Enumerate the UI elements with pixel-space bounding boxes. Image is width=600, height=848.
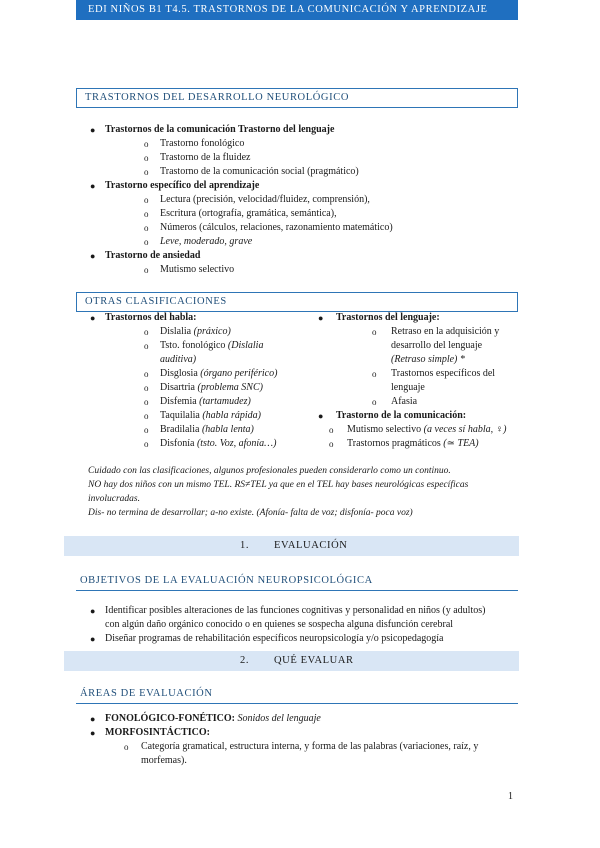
note-line: Cuidado con las clasificaciones, algunos profesionales pueden considerarlo como un continuo. (88, 466, 451, 476)
habla-item: Dislalia (práxico) (160, 326, 231, 337)
lenguaje-label: Trastornos del lenguaje: (336, 312, 440, 323)
section-bar-evaluacion (64, 536, 519, 556)
lenguaje-item: Retraso en la adquisición y (391, 326, 500, 337)
sub-bullet-icon: o (144, 167, 149, 177)
comunicacion-label: Trastorno de la comunicación: (336, 410, 467, 421)
bullet-icon: ● (90, 125, 96, 135)
sub-bullet-icon: o (372, 369, 377, 379)
sub-bullet-icon: o (329, 439, 334, 449)
sub-bullet-icon: o (144, 411, 149, 421)
objective-item-continuation: con algún daño orgánico conocido o en quienes se sospecha alguna disfunción cerebral (105, 619, 454, 630)
sub-bullet-icon: o (144, 439, 149, 449)
list-subitem: Leve, moderado, grave (160, 236, 253, 247)
sub-bullet-icon: o (144, 397, 149, 407)
sub-bullet-icon: o (372, 397, 377, 407)
comunicacion-item: Trastornos pragmáticos (≃ TEA) (347, 438, 479, 449)
bullet-icon: ● (90, 606, 96, 616)
list-subitem: Escritura (ortografía, gramática, semántica), (160, 208, 337, 219)
section-heading-objetivos: OBJETIVOS DE LA EVALUACIÓN NEUROPSICOLÓGICA (76, 571, 518, 591)
objective-item: Identificar posibles alteraciones de las funciones cognitivas y personalidad en niños (y adultos) (105, 605, 486, 616)
list-subitem: Números (cálculos, relaciones, razonamiento matemático) (160, 222, 393, 233)
sub-bullet-icon: o (144, 383, 149, 393)
habla-item: Disglosia (órgano periférico) (160, 368, 278, 379)
note-line: NO hay dos niños con un mismo TEL. RS≠TEL ya que en el TEL hay bases neurológicas específicas (88, 480, 469, 490)
area-subitem-continuation: morfemas). (141, 755, 187, 766)
section-title: EVALUACIÓN (274, 540, 348, 551)
section-title: QUÉ EVALUAR (274, 655, 354, 666)
lenguaje-item-continuation: desarrollo del lenguaje (391, 340, 483, 351)
section-number: 2. (240, 655, 250, 666)
note-line: involucradas. (88, 494, 140, 504)
objective-item: Diseñar programas de rehabilitación específicos neuropsicología y/o psicopedagogía (105, 633, 444, 644)
lenguaje-item-continuation: lenguaje (391, 382, 425, 393)
sub-bullet-icon: o (144, 223, 149, 233)
sub-bullet-icon: o (144, 139, 149, 149)
sub-bullet-icon: o (372, 327, 377, 337)
area-subitem: Categoría gramatical, estructura interna, y forma de las palabras (variaciones, raíz, y (141, 741, 479, 752)
habla-item: Bradilalia (habla lenta) (160, 424, 254, 435)
sub-bullet-icon: o (144, 341, 149, 351)
section-heading-areas: ÁREAS DE EVALUACIÓN (76, 684, 518, 704)
comunicacion-item: Mutismo selectivo (a veces sí habla, ♀) (347, 424, 507, 435)
habla-item: Disfonía (tsto. Voz, afonía…) (160, 438, 277, 449)
habla-item: Disartria (problema SNC) (160, 382, 263, 393)
habla-label: Trastornos del habla: (105, 312, 197, 323)
list-item-label: Trastornos de la comunicación Trastorno del lenguaje (105, 124, 335, 135)
sub-bullet-icon: o (144, 237, 149, 247)
document-header-banner: EDI NIÑOS B1 T4.5. TRASTORNOS DE LA COMUNICACIÓN Y APRENDIZAJE (76, 0, 518, 20)
section-heading-otras: OTRAS CLASIFICACIONES (76, 292, 518, 312)
sub-bullet-icon: o (144, 327, 149, 337)
sub-bullet-icon: o (144, 369, 149, 379)
habla-item-continuation: auditiva) (160, 354, 197, 365)
habla-item: Disfemia (tartamudez) (160, 396, 251, 407)
lenguaje-item-continuation: (Retraso simple) * (391, 354, 465, 365)
bullet-icon: ● (90, 728, 96, 738)
bullet-icon: ● (90, 251, 96, 261)
lenguaje-item: Afasia (391, 396, 418, 407)
bullet-icon: ● (318, 411, 324, 421)
bullet-icon: ● (90, 313, 96, 323)
sub-bullet-icon: o (124, 742, 129, 752)
bullet-icon: ● (90, 714, 96, 724)
list-subitem: Mutismo selectivo (160, 264, 235, 275)
section-number: 1. (240, 540, 250, 551)
bullet-icon: ● (90, 181, 96, 191)
bullet-icon: ● (318, 313, 324, 323)
list-subitem: Trastorno de la comunicación social (pragmático) (160, 166, 359, 177)
list-subitem: Lectura (precisión, velocidad/fluidez, comprensión), (160, 194, 370, 205)
sub-bullet-icon: o (144, 209, 149, 219)
area-item: FONOLÓGICO-FONÉTICO: Sonidos del lenguaje (105, 713, 321, 724)
sub-bullet-icon: o (144, 153, 149, 163)
list-item-label: Trastorno de ansiedad (105, 250, 201, 261)
lenguaje-item: Trastornos específicos del (391, 368, 496, 379)
list-subitem: Trastorno de la fluidez (160, 152, 251, 163)
sub-bullet-icon: o (144, 195, 149, 205)
list-item-label: Trastorno específico del aprendizaje (105, 180, 260, 191)
section-heading-neurologico: TRASTORNOS DEL DESARROLLO NEUROLÓGICO (76, 88, 518, 108)
section-bar-que-evaluar (64, 651, 519, 671)
list-subitem: Trastorno fonológico (160, 138, 245, 149)
sub-bullet-icon: o (144, 265, 149, 275)
habla-item: Tsto. fonológico (Dislalia (160, 340, 264, 351)
bullet-icon: ● (90, 634, 96, 644)
note-line: Dis- no termina de desarrollar; a-no existe. (Afonía- falta de voz; disfonía- poca voz) (88, 508, 413, 518)
sub-bullet-icon: o (329, 425, 334, 435)
habla-item: Taquilalia (habla rápida) (160, 410, 261, 421)
area-item: MORFOSINTÁCTICO: (105, 727, 211, 738)
page-number: 1 (508, 791, 513, 802)
sub-bullet-icon: o (144, 425, 149, 435)
